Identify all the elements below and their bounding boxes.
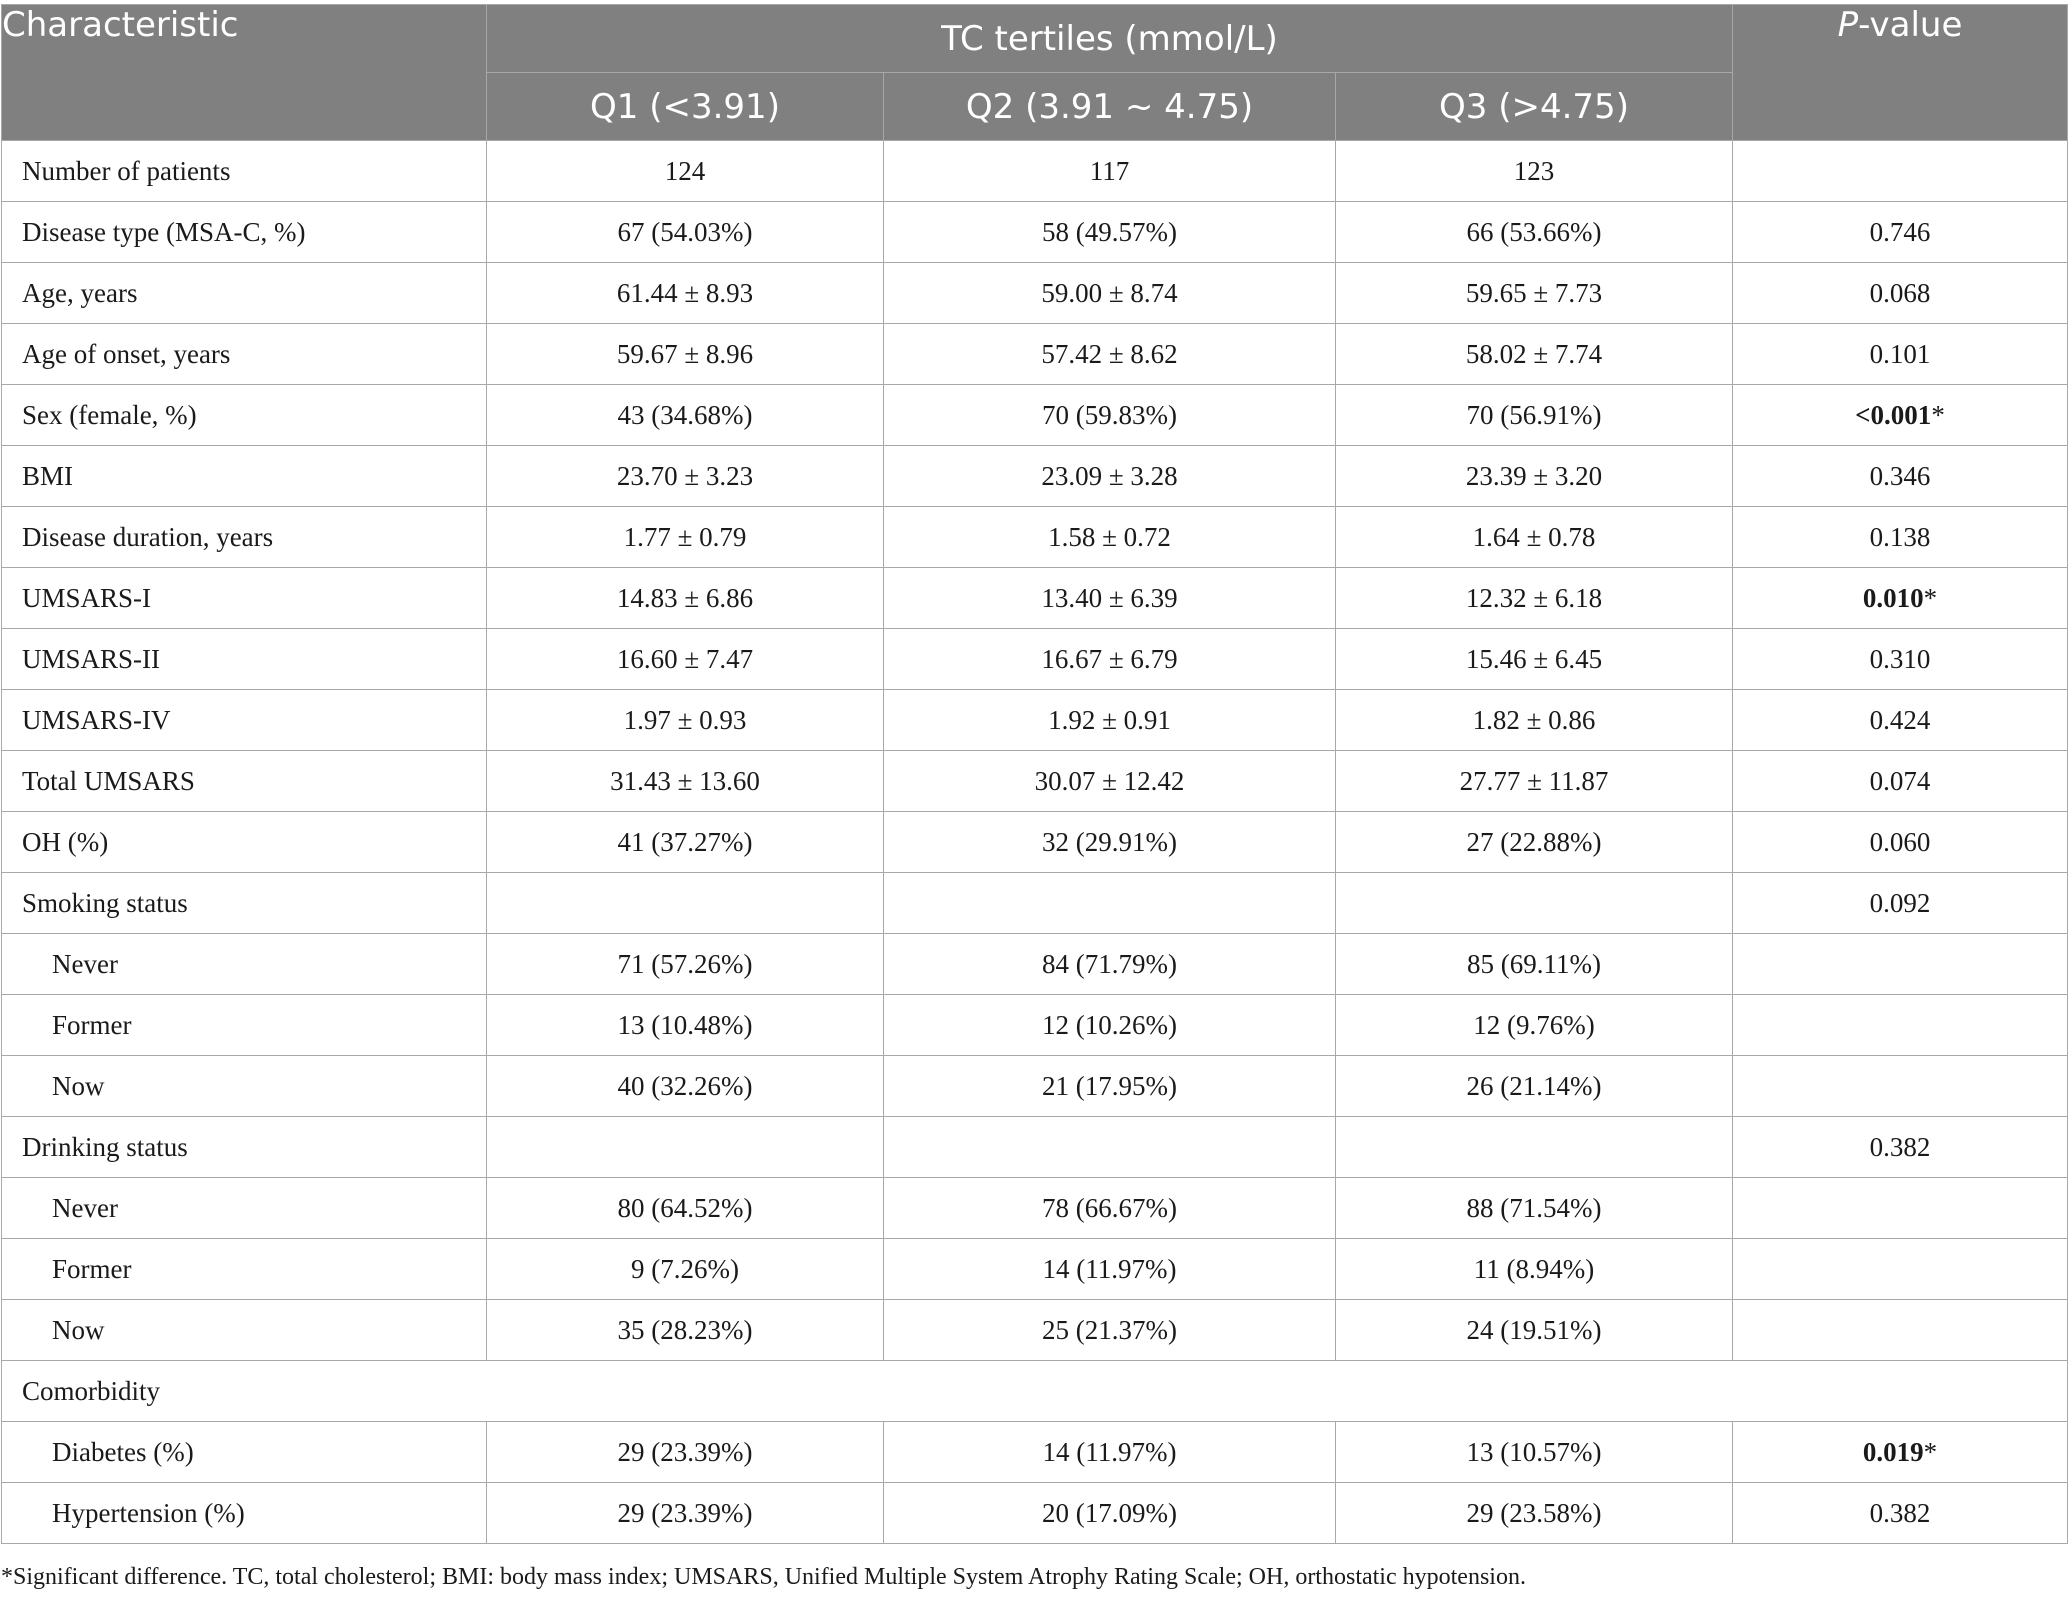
cell-q1: 41 (37.27%) <box>487 812 884 873</box>
header-p-value <box>1733 5 2068 141</box>
row-label: Now <box>2 1056 487 1117</box>
cell-q1: 43 (34.68%) <box>487 385 884 446</box>
table-row <box>2 385 2068 446</box>
cell-q3: 26 (21.14%) <box>1336 1056 1733 1117</box>
row-label: Age, years <box>2 263 487 324</box>
cell-p-value: 0.068 <box>1733 263 2068 324</box>
table-row <box>2 812 2068 873</box>
header-q3: Q3 (>4.75) <box>1336 73 1733 141</box>
cell-q2: 20 (17.09%) <box>884 1483 1336 1544</box>
cell-q3: 88 (71.54%) <box>1336 1178 1733 1239</box>
row-label: Now <box>2 1300 487 1361</box>
cell-p-value: 0.382 <box>1733 1117 2068 1178</box>
cell-q3: 27.77 ± 11.87 <box>1336 751 1733 812</box>
cell-q3 <box>1336 1117 1733 1178</box>
row-label: OH (%) <box>2 812 487 873</box>
table-row <box>2 1422 2068 1483</box>
table-row <box>2 934 2068 995</box>
cell-p-value: 0.746 <box>1733 202 2068 263</box>
cell-q3: 59.65 ± 7.73 <box>1336 263 1733 324</box>
cell-q1: 29 (23.39%) <box>487 1483 884 1544</box>
cell-p-value <box>1733 1239 2068 1300</box>
cell-p-value <box>1733 1056 2068 1117</box>
cell-q2: 117 <box>884 141 1336 202</box>
cell-q3 <box>1336 873 1733 934</box>
cell-q1: 23.70 ± 3.23 <box>487 446 884 507</box>
table-row <box>2 202 2068 263</box>
table-row <box>2 507 2068 568</box>
table-row <box>2 1239 2068 1300</box>
row-label: Never <box>2 934 487 995</box>
cell-q2: 70 (59.83%) <box>884 385 1336 446</box>
cell-q1: 61.44 ± 8.93 <box>487 263 884 324</box>
table-row <box>2 995 2068 1056</box>
row-label: Disease duration, years <box>2 507 487 568</box>
cell-p-value: 0.382 <box>1733 1483 2068 1544</box>
cell-p-value <box>1733 385 2068 446</box>
cell-q1: 35 (28.23%) <box>487 1300 884 1361</box>
cell-p-value <box>1733 1422 2068 1483</box>
table-row <box>2 1117 2068 1178</box>
cell-q3: 11 (8.94%) <box>1336 1239 1733 1300</box>
significance-star: * <box>1923 1436 1938 1467</box>
cell-p-value: 0.310 <box>1733 629 2068 690</box>
table-header <box>2 5 2068 141</box>
cell-q2: 78 (66.67%) <box>884 1178 1336 1239</box>
cell-q3: 24 (19.51%) <box>1336 1300 1733 1361</box>
cell-q3: 13 (10.57%) <box>1336 1422 1733 1483</box>
row-label: Comorbidity <box>2 1361 2068 1422</box>
table-row <box>2 873 2068 934</box>
cell-p-value: 0.346 <box>1733 446 2068 507</box>
row-label: Diabetes (%) <box>2 1422 487 1483</box>
cell-q2: 14 (11.97%) <box>884 1239 1336 1300</box>
cell-q1: 80 (64.52%) <box>487 1178 884 1239</box>
cell-q2: 1.58 ± 0.72 <box>884 507 1336 568</box>
cell-q1: 71 (57.26%) <box>487 934 884 995</box>
cell-q2: 16.67 ± 6.79 <box>884 629 1336 690</box>
cell-q3: 70 (56.91%) <box>1336 385 1733 446</box>
header-tc-tertiles: TC tertiles (mmol/L) <box>487 5 1733 73</box>
cell-q3: 12.32 ± 6.18 <box>1336 568 1733 629</box>
cell-q2: 59.00 ± 8.74 <box>884 263 1336 324</box>
cell-q1: 29 (23.39%) <box>487 1422 884 1483</box>
table-row <box>2 629 2068 690</box>
table-row <box>2 141 2068 202</box>
cell-p-value: 0.424 <box>1733 690 2068 751</box>
table-row <box>2 1361 2068 1422</box>
cell-p-value: 0.138 <box>1733 507 2068 568</box>
significance-star: * <box>1931 399 1945 430</box>
row-label: Age of onset, years <box>2 324 487 385</box>
cell-p-value <box>1733 1178 2068 1239</box>
row-label: UMSARS-IV <box>2 690 487 751</box>
cell-q1: 124 <box>487 141 884 202</box>
row-label: Smoking status <box>2 873 487 934</box>
table-footnote: *Significant difference. TC, total cholesterol; BMI: body mass index; UMSARS, Unified Multiple System Atrophy Rating Scale; OH, orthostatic hypotension. <box>1 1564 1526 1590</box>
cell-p-value <box>1733 568 2068 629</box>
cell-q2 <box>884 1117 1336 1178</box>
cell-q1: 9 (7.26%) <box>487 1239 884 1300</box>
row-label: Total UMSARS <box>2 751 487 812</box>
row-label: UMSARS-II <box>2 629 487 690</box>
cell-q1: 67 (54.03%) <box>487 202 884 263</box>
cell-q2: 12 (10.26%) <box>884 995 1336 1056</box>
cell-q3: 29 (23.58%) <box>1336 1483 1733 1544</box>
cell-q1 <box>487 873 884 934</box>
row-label: Sex (female, %) <box>2 385 487 446</box>
table-row <box>2 1483 2068 1544</box>
cell-q3: 1.82 ± 0.86 <box>1336 690 1733 751</box>
cell-q3: 58.02 ± 7.74 <box>1336 324 1733 385</box>
cell-q2: 1.92 ± 0.91 <box>884 690 1336 751</box>
header-p-rest: -value <box>1858 5 1963 45</box>
cell-p-value <box>1733 995 2068 1056</box>
header-q1: Q1 (<3.91) <box>487 73 884 141</box>
cell-q3: 23.39 ± 3.20 <box>1336 446 1733 507</box>
row-label: Hypertension (%) <box>2 1483 487 1544</box>
cell-q2: 21 (17.95%) <box>884 1056 1336 1117</box>
cell-p-value: 0.074 <box>1733 751 2068 812</box>
cell-q1: 16.60 ± 7.47 <box>487 629 884 690</box>
row-label: Former <box>2 1239 487 1300</box>
cell-q1: 31.43 ± 13.60 <box>487 751 884 812</box>
table-row <box>2 324 2068 385</box>
cell-q1: 40 (32.26%) <box>487 1056 884 1117</box>
cell-p-value <box>1733 934 2068 995</box>
table-row <box>2 1178 2068 1239</box>
table-row <box>2 1056 2068 1117</box>
cell-q1: 1.77 ± 0.79 <box>487 507 884 568</box>
cell-q3: 1.64 ± 0.78 <box>1336 507 1733 568</box>
cell-q3: 123 <box>1336 141 1733 202</box>
row-label: Never <box>2 1178 487 1239</box>
cell-p-value: 0.060 <box>1733 812 2068 873</box>
cell-p-value: 0.092 <box>1733 873 2068 934</box>
cell-q1 <box>487 1117 884 1178</box>
row-label: Former <box>2 995 487 1056</box>
cell-q2: 32 (29.91%) <box>884 812 1336 873</box>
row-label: Drinking status <box>2 1117 487 1178</box>
table-row <box>2 751 2068 812</box>
cell-q1: 1.97 ± 0.93 <box>487 690 884 751</box>
header-p-italic: P <box>1837 5 1859 45</box>
cell-q2: 57.42 ± 8.62 <box>884 324 1336 385</box>
table-row <box>2 446 2068 507</box>
cell-q1: 14.83 ± 6.86 <box>487 568 884 629</box>
cell-q2: 30.07 ± 12.42 <box>884 751 1336 812</box>
table-row <box>2 568 2068 629</box>
p-value-significant: <0.001 <box>1855 399 1932 430</box>
characteristics-table <box>1 4 2068 1544</box>
p-value-significant: 0.019 <box>1862 1436 1924 1467</box>
cell-p-value <box>1733 1300 2068 1361</box>
cell-p-value: 0.101 <box>1733 324 2068 385</box>
cell-q3: 66 (53.66%) <box>1336 202 1733 263</box>
cell-q2: 14 (11.97%) <box>884 1422 1336 1483</box>
cell-q2 <box>884 873 1336 934</box>
header-characteristic: Characteristic <box>2 5 487 141</box>
cell-q2: 25 (21.37%) <box>884 1300 1336 1361</box>
cell-q1: 13 (10.48%) <box>487 995 884 1056</box>
cell-q3: 85 (69.11%) <box>1336 934 1733 995</box>
cell-q2: 13.40 ± 6.39 <box>884 568 1336 629</box>
row-label: BMI <box>2 446 487 507</box>
cell-q2: 23.09 ± 3.28 <box>884 446 1336 507</box>
table-body <box>2 141 2068 1544</box>
table-row <box>2 263 2068 324</box>
row-label: Disease type (MSA-C, %) <box>2 202 487 263</box>
table-row <box>2 690 2068 751</box>
cell-q2: 84 (71.79%) <box>884 934 1336 995</box>
header-q2: Q2 (3.91 ~ 4.75) <box>884 73 1336 141</box>
cell-q1: 59.67 ± 8.96 <box>487 324 884 385</box>
cell-q3: 15.46 ± 6.45 <box>1336 629 1733 690</box>
row-label: Number of patients <box>2 141 487 202</box>
p-value-significant: 0.010 <box>1862 582 1924 613</box>
cell-q2: 58 (49.57%) <box>884 202 1336 263</box>
cell-q3: 12 (9.76%) <box>1336 995 1733 1056</box>
cell-q3: 27 (22.88%) <box>1336 812 1733 873</box>
cell-p-value <box>1733 141 2068 202</box>
row-label: UMSARS-I <box>2 568 487 629</box>
table-row <box>2 1300 2068 1361</box>
significance-star: * <box>1923 582 1938 613</box>
